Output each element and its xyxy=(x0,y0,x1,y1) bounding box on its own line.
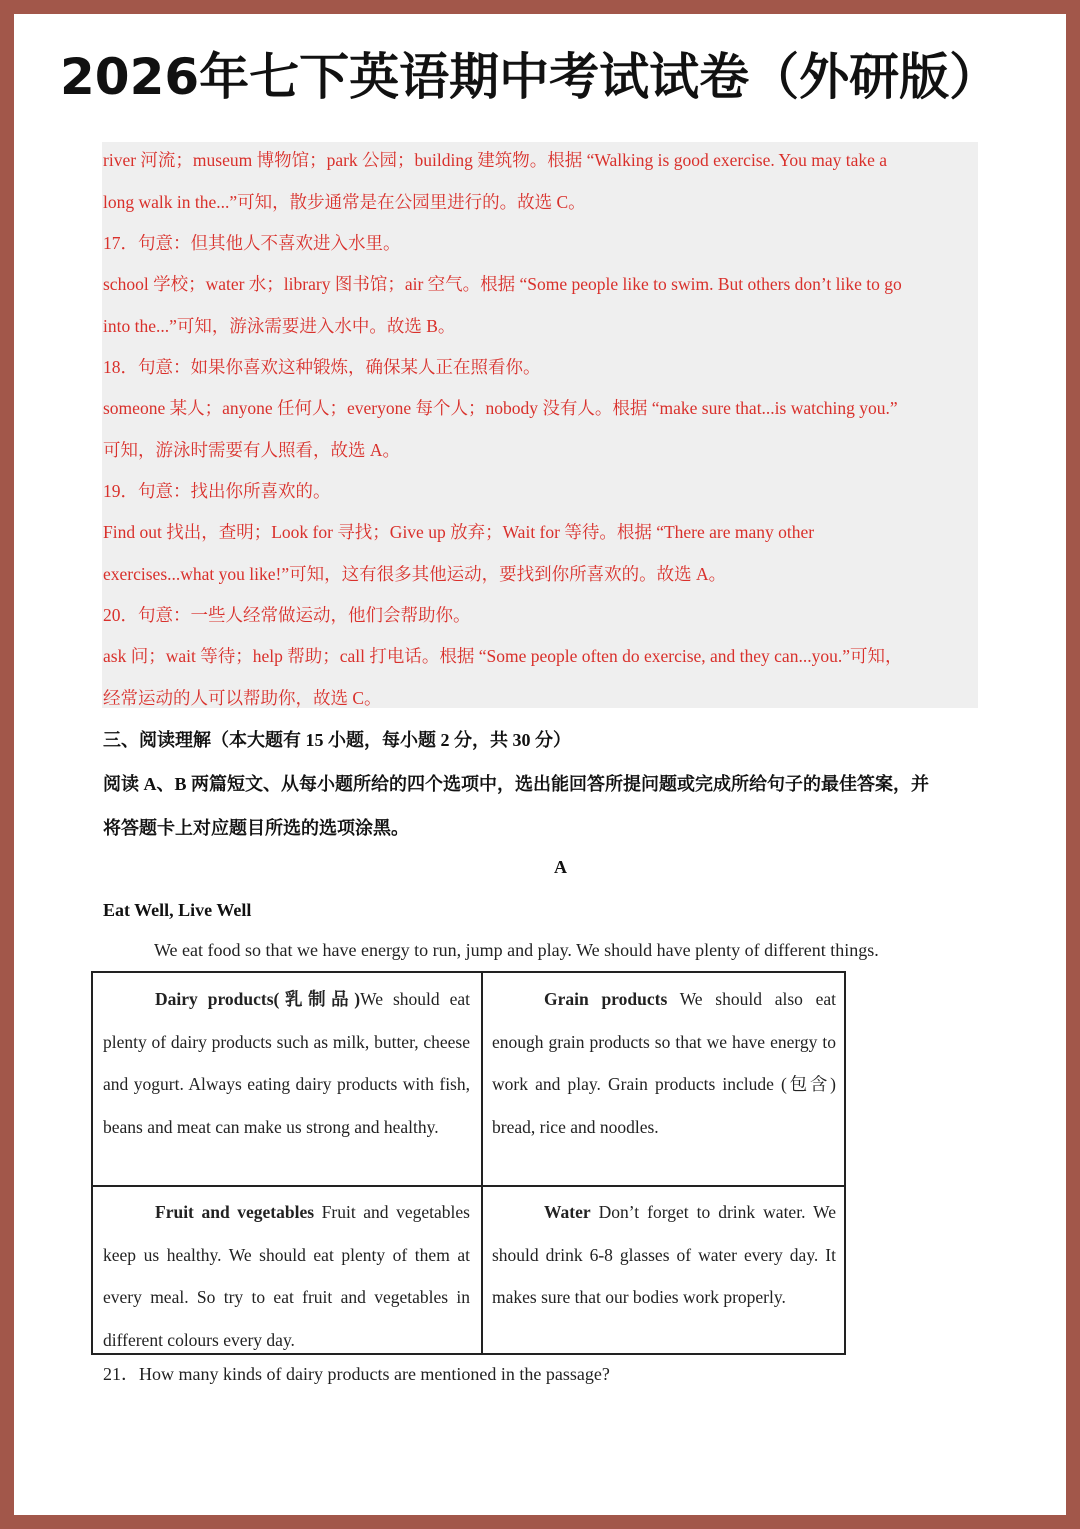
cell-heading: Dairy products(乳制品) xyxy=(155,989,361,1009)
table-cell-water xyxy=(492,1191,836,1319)
answer-line: 18．句意：如果你喜欢这种锻炼，确保某人正在照看你。 xyxy=(103,357,541,377)
cell-text: We should eat plenty of dairy products such as milk, butter, cheese and yogurt. Always eating dairy products with fish, beans and meat can make us strong and healthy. xyxy=(103,989,470,1137)
section-instruction: 将答题卡上对应题目所选的选项涂黑。 xyxy=(103,818,409,838)
answer-line: someone 某人；anyone 任何人；everyone 每个人；nobody 没有人。根据 “make sure that...is watching you.” xyxy=(103,398,898,418)
answer-line: into the...”可知，游泳需要进入水中。故选 B。 xyxy=(103,316,456,336)
cell-heading: Grain products xyxy=(544,989,668,1009)
answer-line: 20．句意：一些人经常做运动，他们会帮助你。 xyxy=(103,605,471,625)
passage-title: Eat Well, Live Well xyxy=(103,900,252,920)
table-cell-dairy xyxy=(103,978,470,1148)
answer-line: exercises...what you like!”可知，这有很多其他运动，要找到你所喜欢的。故选 A。 xyxy=(103,564,727,584)
answer-line: 17．句意：但其他人不喜欢进入水里。 xyxy=(103,233,401,253)
page-title: 2026年七下英语期中考试试卷（外研版） xyxy=(60,48,1000,106)
answer-line: ask 问；wait 等待；help 帮助；call 打电话。根据 “Some people often do exercise, and they can...you.”可知， xyxy=(103,646,903,666)
question-21: 21．How many kinds of dairy products are mentioned in the passage? xyxy=(103,1364,610,1384)
answer-line: 19．句意：找出你所喜欢的。 xyxy=(103,481,331,501)
answer-line: long walk in the...”可知，散步通常是在公园里进行的。故选 C。 xyxy=(103,192,586,212)
answer-explanations xyxy=(102,142,978,708)
cell-text: We should also eat enough grain products so that we have energy to work and play. Grain products include (包含) bread, rice and noodles. xyxy=(492,989,837,1137)
cell-text: Don’t forget to drink water. We should drink 6-8 glasses of water every day. It makes sure that our bodies work properly. xyxy=(492,1202,837,1307)
cell-heading: Fruit and vegetables xyxy=(155,1202,315,1222)
answer-line: 经常运动的人可以帮助你，故选 C。 xyxy=(103,688,382,708)
food-table xyxy=(91,971,846,1355)
cell-text: Fruit and vegetables keep us healthy. We should eat plenty of them at every meal. So try to eat fruit and vegetables in different colours every day. xyxy=(103,1202,470,1350)
table-divider xyxy=(481,973,483,1353)
section-instruction: 阅读 A、B 两篇短文、从每小题所给的四个选项中，选出能回答所提问题或完成所给句子的最佳答案，并 xyxy=(103,774,930,794)
answer-line: river 河流；museum 博物馆；park 公园；building 建筑物。根据 “Walking is good exercise. You may take a xyxy=(103,150,888,170)
answer-line: school 学校；water 水；library 图书馆；air 空气。根据 “Some people like to swim. But others don’t like to go xyxy=(103,274,902,294)
table-cell-grain xyxy=(492,978,836,1148)
section-heading: 三、阅读理解（本大题有 15 小题，每小题 2 分，共 30 分） xyxy=(103,730,571,750)
table-cell-fruit xyxy=(103,1191,470,1361)
answer-line: Find out 找出，查明；Look for 寻找；Give up 放弃；Wait for 等待。根据 “There are many other xyxy=(103,522,815,542)
table-divider xyxy=(93,1185,844,1187)
passage-label: A xyxy=(554,857,567,877)
passage-intro: We eat food so that we have energy to run, jump and play. We should have plenty of different things. xyxy=(154,940,879,960)
answer-line: 可知，游泳时需要有人照看，故选 A。 xyxy=(103,440,401,460)
exam-page xyxy=(14,14,1066,1515)
cell-heading: Water xyxy=(544,1202,591,1222)
